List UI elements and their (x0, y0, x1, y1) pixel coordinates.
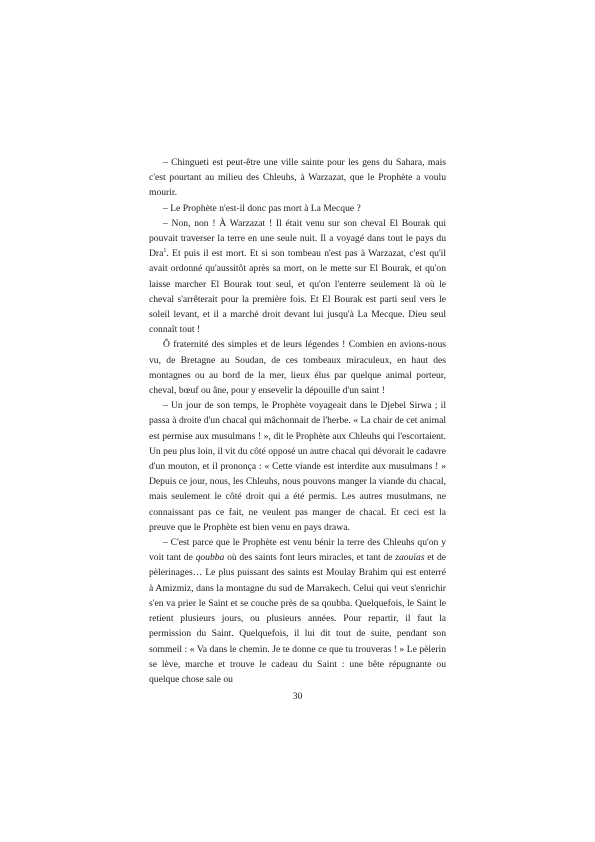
paragraph (149, 155, 446, 201)
text-run: – Un jour de son temps, le Prophète voyageait dans le Djebel Sirwa ; il passa à droite d'un chacal qui mâchonnait de l'herbe. « La chair de cet animal est permise aux musulmans ! », dit le Prophète aux Chleuhs qui l'escortaient. Un peu plus loin, il vit du côté opposé un autre chacal qui dévorait le cadavre d'un mouton, et il prononça : « Cette viande est interdite aux musulmans ! » Depuis ce jour, nous, les Chleuhs, nous pouvons manger la viande du chacal, mais seulement le côté droit qui a été permis. Les autres musulmans, ne connaissant pas ce fait, ne veulent pas manger de chacal. Et ceci est la preuve que le Prophète est bien venu en pays drawa. (149, 400, 446, 533)
text-run: Ô fraternité des simples et de leurs légendes ! Combien en avions-nous vu, de Bretagne au Soudan, de ces tombeaux miraculeux, en haut des montagnes ou au bord de la mer, lieux élus par quelque animal porteur, cheval, bœuf ou âne, pour y ensevelir la dépouille d'un saint ! (149, 339, 446, 397)
text-run: et de pèlerinages… Le plus puissant des saints est Moulay Brahim qui est enterré à Amizmiz, dans la montagne du sud de Marrakech. Celui qui veut s'enrichir s'en va prier le Saint et se couche près de sa qoubba. Quelquefois, le Saint le retient plusieurs jours, ou plusieurs années. Pour repartir, il faut la permission du Saint. Quelquefois, il lui dit tout de suite, pendant son sommeil : « Va dans le chemin. Je te donne ce que tu trouveras ! » Le pèlerin se lève, marche et trouve le cadeau du Saint : une bête répugnante ou quelque chose sale ou (149, 552, 446, 685)
text-run: – C'est parce que le Prophète est venu bénir la terre des Chleuhs qu'on y voit tant de (149, 537, 446, 564)
italic-term: qoubba (195, 552, 225, 564)
text-run: – Le Prophète n'est-il donc pas mort à La Mecque ? (163, 202, 361, 214)
italic-term: zaouïas (395, 552, 425, 564)
footnote-marker: 1 (163, 248, 167, 255)
paragraph (149, 398, 446, 535)
body-text (149, 155, 446, 687)
paragraph (149, 337, 446, 398)
paragraph (149, 535, 446, 687)
page-number: 30 (292, 691, 303, 702)
paragraph (149, 201, 446, 216)
text-run: où des saints font leurs miracles, et tant de (224, 552, 396, 564)
paragraph (149, 216, 446, 338)
text-run: – Chingueti est peut-être une ville sainte pour les gens du Sahara, mais c'est pourtant au milieu des Chleuhs, à Warzazat, que le Prophète a voulu mourir. (149, 157, 446, 199)
text-run: – Non, non ! À Warzazat ! Il était venu sur son cheval El Bourak qui pouvait traverser la terre en une seule nuit. Il a voyagé dans tout le pays du Dra (149, 217, 446, 260)
text-run: . Et puis il est mort. Et si son tombeau n'est pas à Warzazat, c'est qu'il avait ordonné qu'aussitôt après sa mort, on le mette sur El Bourak, et qu'on laisse marcher El Bourak tout seul, et qu'on l'enterre seulement là où le cheval s'arrêterait pour la première fois. Et El Bourak est parti seul vers le soleil levant, et il a marché droit devant lui jusqu'à La Mecque. Dieu seul connaît tout ! (149, 248, 446, 336)
